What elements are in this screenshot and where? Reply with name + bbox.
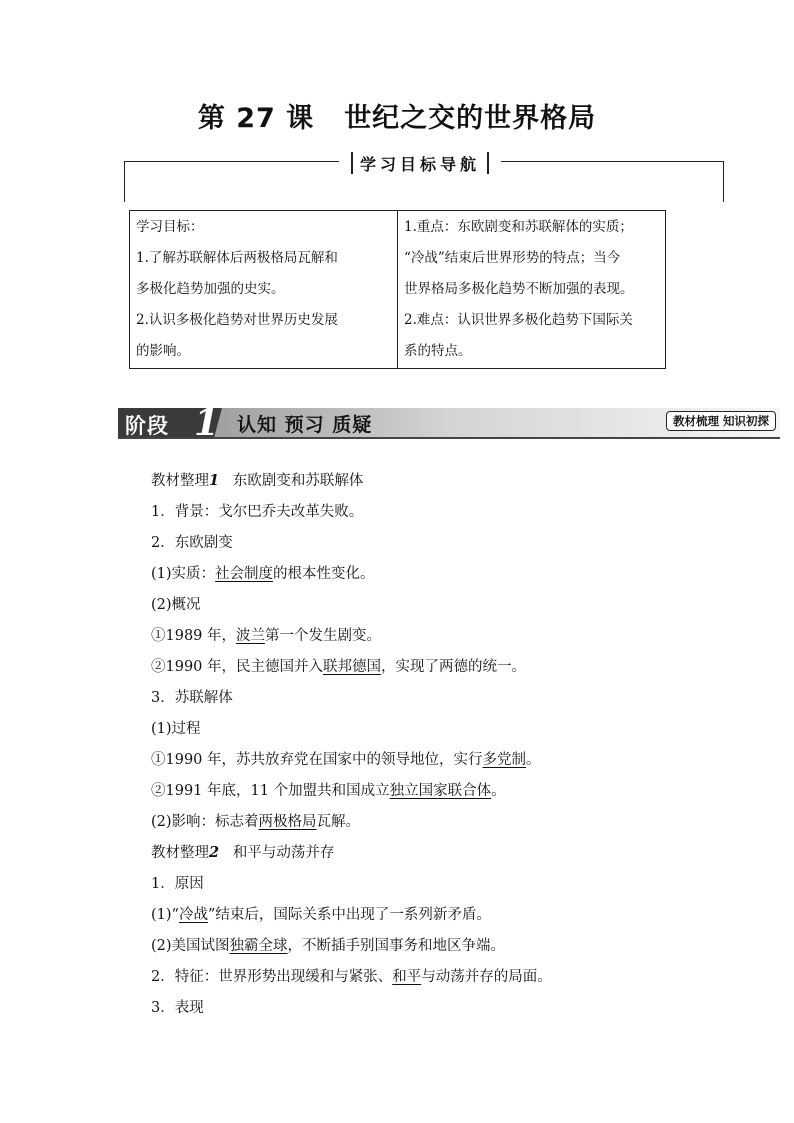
section-title: 和平与动荡并存: [232, 845, 335, 861]
text-segment: (2)影响：标志着: [151, 814, 259, 830]
underlined-term: 独霸全球: [229, 938, 288, 954]
text-line: [151, 777, 552, 808]
stage-number: 1: [194, 402, 220, 444]
goals-left-line: 2.认识多极化趋势对世界历史发展: [136, 312, 338, 328]
nav-header: [339, 150, 501, 176]
text-segment: 与动荡并存的局面。: [421, 969, 552, 985]
goals-right-cell: [398, 211, 666, 369]
goals-left-line: 的影响。: [136, 343, 190, 359]
goals-table: [129, 210, 666, 369]
text-line: [151, 901, 552, 932]
text-line: (2)概况: [151, 597, 201, 613]
underlined-term: 多党制: [482, 752, 527, 768]
text-line: [151, 963, 552, 994]
stage-banner: [118, 402, 780, 444]
underlined-term: 冷战: [178, 907, 208, 923]
stage-word: 阶段: [125, 414, 169, 438]
text-line: [151, 622, 552, 653]
text-segment: ①1990 年，苏共放弃党在国家中的领导地位，实行: [151, 752, 483, 768]
lesson-name: 世纪之交的世界格局: [344, 103, 597, 134]
text-segment: (1)实质：: [151, 566, 216, 582]
section-number: 2: [209, 844, 220, 861]
text-segment: ①1989 年，: [151, 628, 237, 644]
goals-left-line: 学习目标：: [136, 219, 204, 235]
text-segment: ②1991 年底，11 个加盟共和国成立: [151, 783, 390, 799]
nav-bar-right: [487, 152, 489, 174]
text-segment: ，不断插手别国事务和地区争端。: [287, 938, 506, 954]
goals-right-line: 世界格局多极化趋势不断加强的表现。: [404, 281, 634, 297]
text-line: 2．东欧剧变: [151, 535, 233, 551]
stage-tag-badge: 教材梳理 知识初探: [666, 411, 776, 431]
section-prefix: 教材整理: [151, 845, 209, 861]
text-line: [151, 653, 552, 684]
underlined-term: 两极格局: [258, 814, 317, 830]
underlined-term: 独立国家联合体: [389, 783, 492, 799]
underlined-term: 波兰: [236, 628, 266, 644]
text-segment: (2)美国试图: [151, 938, 230, 954]
text-line: [151, 932, 552, 963]
underlined-term: 联邦德国: [323, 659, 382, 675]
goals-right-line: “冷战”结束后世界形势的特点；当今: [404, 250, 621, 266]
text-segment: ，实现了两德的统一。: [381, 659, 527, 675]
text-segment: 2．特征：世界形势出现缓和与紧张、: [151, 969, 393, 985]
goals-left-cell: [130, 211, 398, 369]
text-segment: 瓦解。: [316, 814, 361, 830]
goals-right-line: 系的特点。: [404, 343, 472, 359]
text-segment: 第一个发生剧变。: [265, 628, 382, 644]
stage-title: 认知 预习 质疑: [237, 414, 373, 436]
content-body: [151, 467, 552, 1025]
text-segment: (1)“: [151, 907, 179, 923]
underlined-term: 社会制度: [215, 566, 274, 582]
section-prefix: 教材整理: [151, 473, 209, 489]
text-segment: 的根本性变化。: [273, 566, 375, 582]
goals-left-line: 多极化趋势加强的史实。: [136, 281, 285, 297]
text-segment: 。: [491, 783, 506, 799]
nav-bar-left: [351, 152, 353, 174]
section-heading: [151, 467, 552, 498]
text-line: 1．原因: [151, 876, 204, 892]
text-segment: 。: [526, 752, 541, 768]
goals-left-line: 1.了解苏联解体后两极格局瓦解和: [136, 250, 338, 266]
goals-right-line: 1.重点：东欧剧变和苏联解体的实质；: [404, 219, 633, 235]
lesson-number: 第 27 课: [197, 103, 315, 134]
lesson-title: [0, 96, 794, 135]
section-title: 东欧剧变和苏联解体: [232, 473, 364, 489]
section-number: 1: [209, 472, 220, 489]
nav-label: 学习目标导航: [359, 154, 480, 174]
text-line: 3．苏联解体: [151, 690, 233, 706]
text-line: [151, 560, 552, 591]
text-line: [151, 746, 552, 777]
section-heading: [151, 839, 552, 870]
text-line: 3．表现: [151, 1000, 204, 1016]
text-line: [151, 808, 552, 839]
text-line: 1．背景：戈尔巴乔夫改革失败。: [151, 504, 364, 520]
text-segment: ”结束后，国际关系中出现了一系列新矛盾。: [207, 907, 491, 923]
text-line: (1)过程: [151, 721, 201, 737]
underlined-term: 和平: [392, 969, 422, 985]
goals-right-line: 2.难点：认识世界多极化趋势下国际关: [404, 312, 633, 328]
text-segment: ②1990 年，民主德国并入: [151, 659, 324, 675]
